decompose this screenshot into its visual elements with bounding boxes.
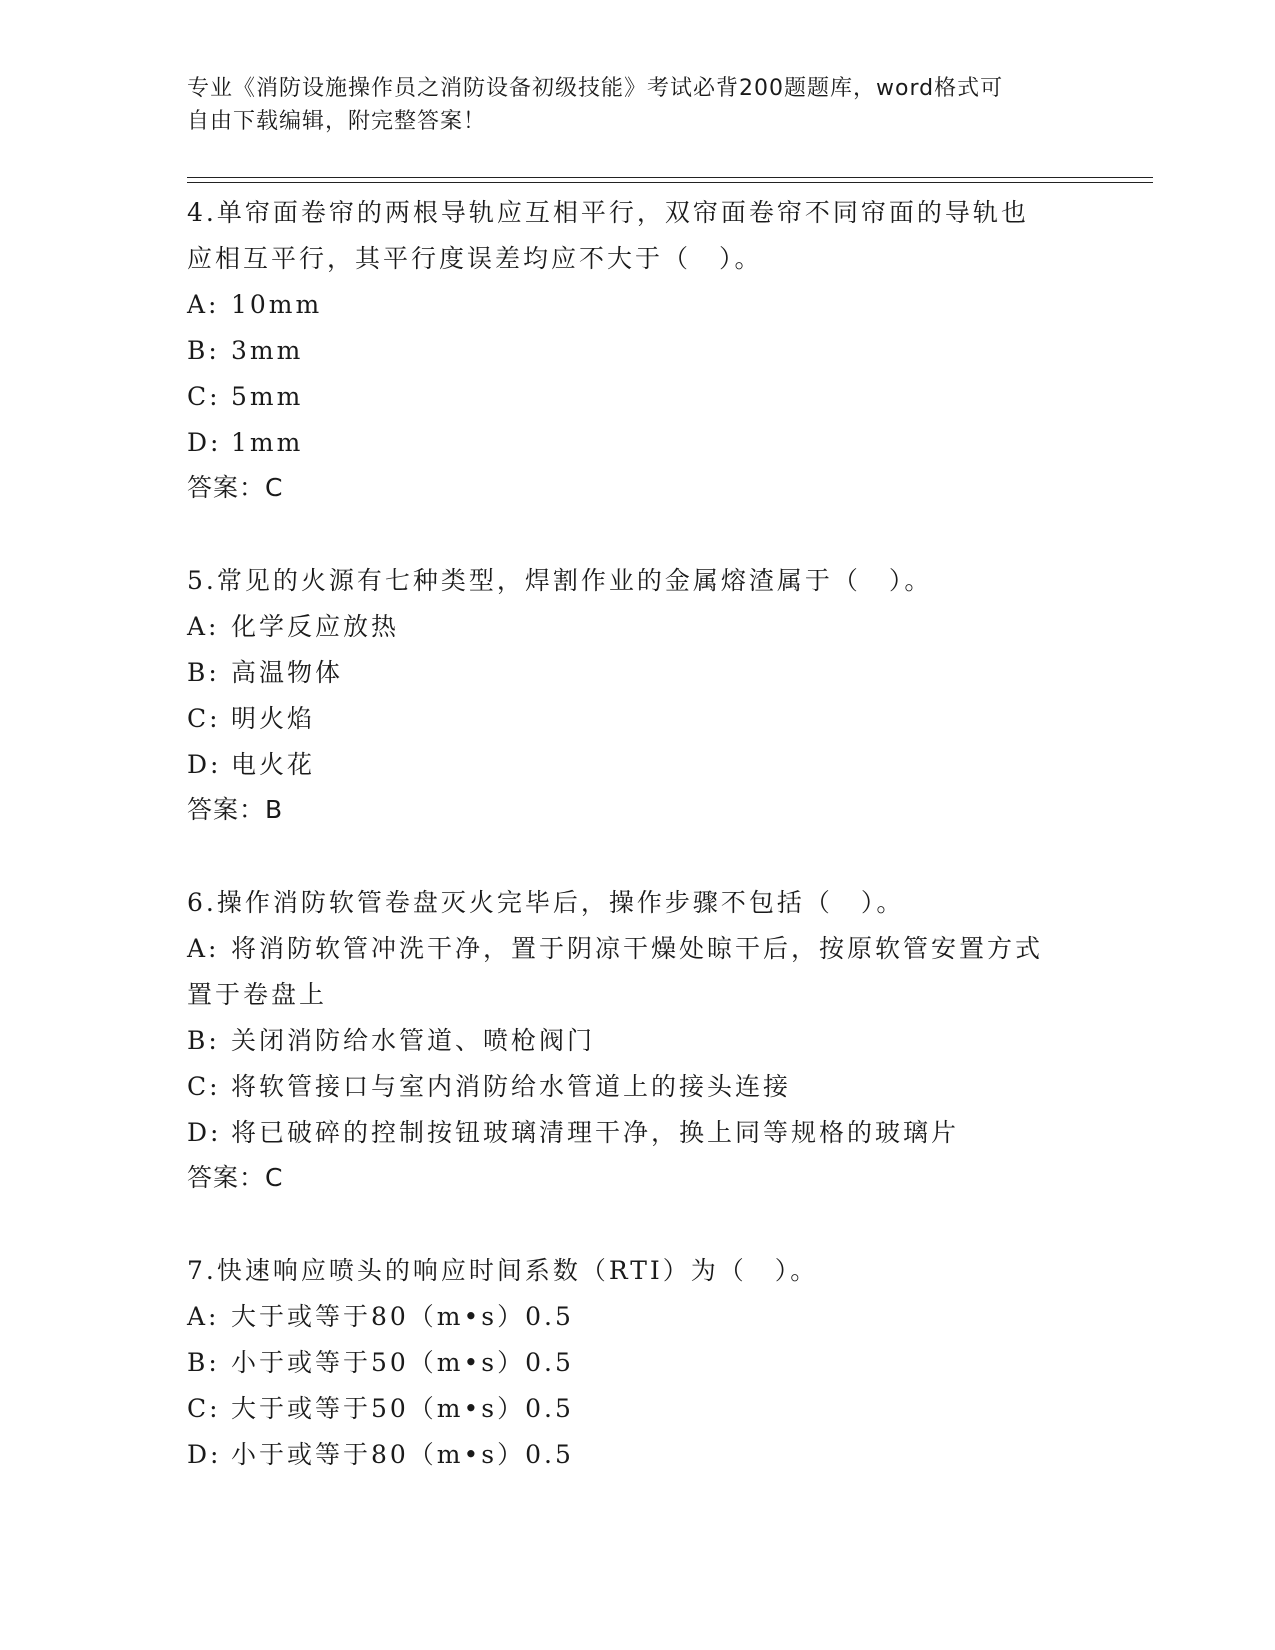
option-text: 10mm (231, 290, 323, 319)
question-item (187, 880, 1087, 1200)
option-text: 5mm (231, 382, 304, 411)
option-label: D: (187, 1118, 222, 1147)
option-d (187, 1432, 1087, 1478)
option-a (187, 282, 1087, 328)
option-d (187, 742, 1087, 788)
option-label: A: (187, 290, 220, 319)
option-label: B: (187, 1348, 220, 1377)
question-item (187, 1248, 1087, 1478)
option-text: 1mm (231, 428, 304, 457)
option-text: 关闭消防给水管道、喷枪阀门 (231, 1026, 596, 1055)
option-c (187, 1386, 1087, 1432)
option-label: C: (187, 1072, 221, 1101)
option-b (187, 1018, 1087, 1064)
option-text: 小于或等于80（m•s）0.5 (231, 1440, 574, 1469)
option-label: C: (187, 704, 221, 733)
option-a (187, 1294, 1087, 1340)
option-text: 大于或等于80（m•s）0.5 (231, 1302, 574, 1331)
option-text: 明火焰 (231, 704, 316, 733)
option-label: C: (187, 1394, 221, 1423)
option-d (187, 420, 1087, 466)
question-stem: 4.单帘面卷帘的两根导轨应互相平行，双帘面卷帘不同帘面的导轨也 (187, 198, 1029, 227)
option-text: 高温物体 (231, 658, 344, 687)
header-divider-top (187, 177, 1153, 178)
option-a (187, 604, 1087, 650)
option-label: D: (187, 428, 222, 457)
option-a-continued: 置于卷盘上 (187, 980, 328, 1009)
option-a (187, 926, 1087, 972)
question-stem: 6.操作消防软管卷盘灭火完毕后，操作步骤不包括（ ）。 (187, 888, 905, 917)
option-label: A: (187, 1302, 220, 1331)
question-stem-continued: 应相互平行，其平行度误差均应不大于（ ）。 (187, 244, 763, 273)
option-label: B: (187, 336, 220, 365)
answer-line: 答案：C (187, 473, 284, 502)
option-text: 3mm (231, 336, 304, 365)
option-label: A: (187, 934, 220, 963)
option-label: B: (187, 1026, 220, 1055)
header-divider-bottom (187, 182, 1153, 183)
option-b (187, 650, 1087, 696)
option-label: C: (187, 382, 221, 411)
answer-line: 答案：C (187, 1163, 284, 1192)
header-line-2: 自由下载编辑，附完整答案！ (187, 109, 487, 134)
answer-line: 答案：B (187, 795, 284, 824)
question-stem: 5.常见的火源有七种类型，焊割作业的金属熔渣属于（ ）。 (187, 566, 933, 595)
option-text: 电火花 (231, 750, 316, 779)
option-text: 化学反应放热 (231, 612, 400, 641)
question-item (187, 558, 1087, 832)
option-label: D: (187, 1440, 222, 1469)
option-c (187, 374, 1087, 420)
option-label: A: (187, 612, 220, 641)
option-label: B: (187, 658, 220, 687)
question-item (187, 190, 1087, 510)
option-c (187, 1064, 1087, 1110)
option-label: D: (187, 750, 222, 779)
option-b (187, 1340, 1087, 1386)
option-text: 将消防软管冲洗干净，置于阴凉干燥处晾干后，按原软管安置方式 (231, 934, 1044, 963)
question-list (187, 190, 1087, 1526)
option-text: 小于或等于50（m•s）0.5 (231, 1348, 574, 1377)
option-b (187, 328, 1087, 374)
option-c (187, 696, 1087, 742)
option-text: 将已破碎的控制按钮玻璃清理干净，换上同等规格的玻璃片 (231, 1118, 960, 1147)
option-text: 大于或等于50（m•s）0.5 (231, 1394, 574, 1423)
option-d (187, 1110, 1087, 1156)
option-text: 将软管接口与室内消防给水管道上的接头连接 (231, 1072, 792, 1101)
question-stem: 7.快速响应喷头的响应时间系数（RTI）为（ ）。 (187, 1256, 819, 1285)
header-line-1: 专业《消防设施操作员之消防设备初级技能》考试必背200题题库，word格式可 (187, 76, 1004, 101)
document-header (187, 72, 1067, 138)
